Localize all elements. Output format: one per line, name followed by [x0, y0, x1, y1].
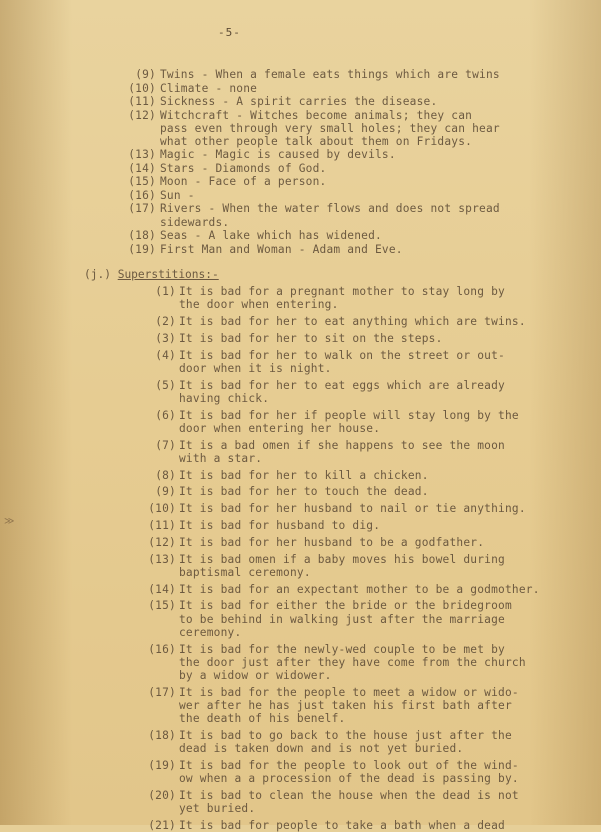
list-item	[0, 553, 601, 579]
item-number: (16)	[128, 188, 156, 202]
item-text-line: It is bad for the people to meet a widow or wido-	[179, 685, 519, 699]
item-number: (6)	[155, 408, 176, 422]
item-number: (13)	[148, 552, 176, 566]
list-item	[0, 82, 601, 95]
item-text-line: with a star.	[179, 451, 263, 465]
item-number: (15)	[128, 175, 156, 189]
item-text-line: the door when entering.	[179, 298, 339, 312]
item-text-line: It is bad for her to touch the dead.	[179, 485, 429, 499]
item-text-line: Sun -	[160, 188, 195, 202]
list-item	[0, 189, 601, 202]
item-text-line: It is bad for her husband to nail or tie anything.	[179, 502, 526, 516]
list-item	[0, 439, 601, 465]
item-text-line: It is bad for the people to look out of the wind-	[179, 758, 519, 772]
item-text-line: It is a bad omen if she happens to see the moon	[179, 438, 505, 452]
item-text-line: It is bad for her to sit on the steps.	[179, 331, 443, 345]
item-number: (11)	[148, 518, 176, 532]
item-text-line: It is bad for her husband to be a godfather.	[179, 535, 485, 549]
section-heading	[84, 268, 219, 281]
item-number: (18)	[148, 728, 176, 742]
list-item	[0, 175, 601, 188]
item-text-line: Witchcraft - Witches become animals; they can	[160, 108, 473, 122]
margin-mark: ≫	[4, 516, 15, 527]
list-item	[0, 643, 601, 683]
item-text-line: It is bad omen if a baby moves his bowel during	[179, 552, 505, 566]
item-text-line: It is bad to go back to the house just after the	[179, 728, 512, 742]
item-text-line: It is bad for an expectant mother to be a godmother.	[179, 582, 540, 596]
superstitions-list	[0, 285, 601, 832]
item-text-line: pass even through very small holes; they can hear	[160, 121, 500, 135]
item-number: (17)	[148, 685, 176, 699]
item-text-line: the death of his benelf.	[179, 712, 346, 726]
item-text-line: Moon - Face of a person.	[160, 175, 327, 189]
list-item	[0, 409, 601, 435]
list-item	[0, 243, 601, 256]
item-text-line: door when it is night.	[179, 361, 332, 375]
list-item	[0, 285, 601, 311]
item-number: (2)	[155, 315, 176, 328]
item-text-line: by a widow or widower.	[179, 668, 332, 682]
item-text-line: It is bad to clean the house when the dead is not	[179, 788, 519, 802]
section-number: (j.)	[84, 268, 111, 281]
item-number: (10)	[128, 81, 156, 95]
item-text-line: It is bad for the newly-wed couple to be met by	[179, 642, 505, 656]
item-text-line: door when entering her house.	[179, 421, 381, 435]
item-text-line: Stars - Diamonds of God.	[160, 161, 327, 175]
item-text-line: It is bad for her to walk on the street or out-	[179, 348, 505, 362]
item-number: (8)	[155, 468, 176, 482]
item-number: (9)	[155, 485, 176, 499]
item-text-line: It is bad for her to eat eggs which are already	[179, 378, 505, 392]
list-item	[0, 315, 601, 328]
item-number: (20)	[148, 788, 176, 802]
list-item	[0, 686, 601, 726]
item-text-line: the door just after they have come from the church	[179, 655, 526, 669]
item-text-line: Sickness - A spirit carries the disease.	[160, 95, 438, 108]
item-number: (19)	[148, 758, 176, 772]
item-text-line: It is bad for her if people will stay long by the	[179, 408, 519, 422]
item-number: (14)	[128, 161, 156, 175]
item-number: (10)	[148, 502, 176, 516]
item-text-line: Climate - none	[160, 81, 258, 95]
item-number: (17)	[128, 202, 156, 216]
item-text-line: Twins - When a female eats things which are twins	[160, 68, 500, 81]
page-number: -5-	[218, 26, 241, 39]
list-item	[0, 536, 601, 549]
item-text-line: wer after he has just taken his first bath after	[179, 698, 512, 712]
item-number: (19)	[128, 242, 156, 256]
list-item	[0, 148, 601, 161]
list-item	[0, 729, 601, 755]
list-item	[0, 485, 601, 498]
list-item	[0, 789, 601, 815]
list-item	[0, 379, 601, 405]
list-item	[0, 202, 601, 228]
list-item	[0, 599, 601, 639]
item-text-line: ceremony.	[179, 625, 242, 639]
item-text-line: Rivers - When the water flows and does not spread	[160, 202, 500, 216]
list-item	[0, 519, 601, 532]
item-text-line: having chick.	[179, 391, 270, 405]
item-number: (12)	[128, 108, 156, 122]
item-text-line: sidewards.	[160, 215, 230, 229]
item-text-line: First Man and Woman - Adam and Eve.	[160, 242, 403, 256]
list-item	[0, 68, 601, 81]
item-text-line: It is bad for a pregnant mother to stay long by	[179, 285, 505, 298]
item-text-line: Magic - Magic is caused by devils.	[160, 148, 396, 162]
list-item	[0, 759, 601, 785]
list-item	[0, 349, 601, 375]
item-text-line: It is bad for either the bride or the bridegroom	[179, 599, 512, 613]
item-text-line: baptismal ceremony.	[179, 565, 311, 579]
item-number: (9)	[135, 68, 156, 81]
item-number: (12)	[148, 535, 176, 549]
item-text-line: yet buried.	[179, 802, 256, 816]
item-text-line: It is bad for husband to dig.	[179, 518, 381, 532]
item-number: (7)	[155, 438, 176, 452]
item-text-line: Seas - A lake which has widened.	[160, 229, 382, 243]
item-text-line: dead is taken down and is not yet buried.	[179, 742, 464, 756]
item-text-line: to be behind in walking just after the marriage	[179, 612, 505, 626]
item-text-line: ow when a a procession of the dead is passing by.	[179, 772, 519, 786]
list-item	[0, 502, 601, 515]
item-text-line: It is bad for people to take a bath when a dead	[179, 818, 505, 832]
item-number: (3)	[155, 331, 176, 345]
item-number: (11)	[128, 95, 156, 108]
item-number: (15)	[148, 599, 176, 613]
item-number: (18)	[128, 229, 156, 243]
item-number: (21)	[148, 818, 176, 832]
definitions-list	[0, 68, 601, 256]
list-item	[0, 819, 601, 832]
list-item	[0, 95, 601, 108]
list-item	[0, 583, 601, 596]
item-number: (1)	[155, 285, 176, 298]
item-text-line: what other people talk about them on Fridays.	[160, 134, 473, 148]
item-number: (16)	[148, 642, 176, 656]
item-text-line: It is bad for her to eat anything which are twins.	[179, 315, 526, 328]
section-title: Superstitions:-	[117, 268, 219, 281]
list-item	[0, 469, 601, 482]
item-number: (13)	[128, 148, 156, 162]
item-text-line: It is bad for her to kill a chicken.	[179, 468, 429, 482]
item-number: (14)	[148, 582, 176, 596]
list-item	[0, 109, 601, 149]
list-item	[0, 162, 601, 175]
item-number: (4)	[155, 348, 176, 362]
item-number: (5)	[155, 378, 176, 392]
list-item	[0, 229, 601, 242]
list-item	[0, 332, 601, 345]
